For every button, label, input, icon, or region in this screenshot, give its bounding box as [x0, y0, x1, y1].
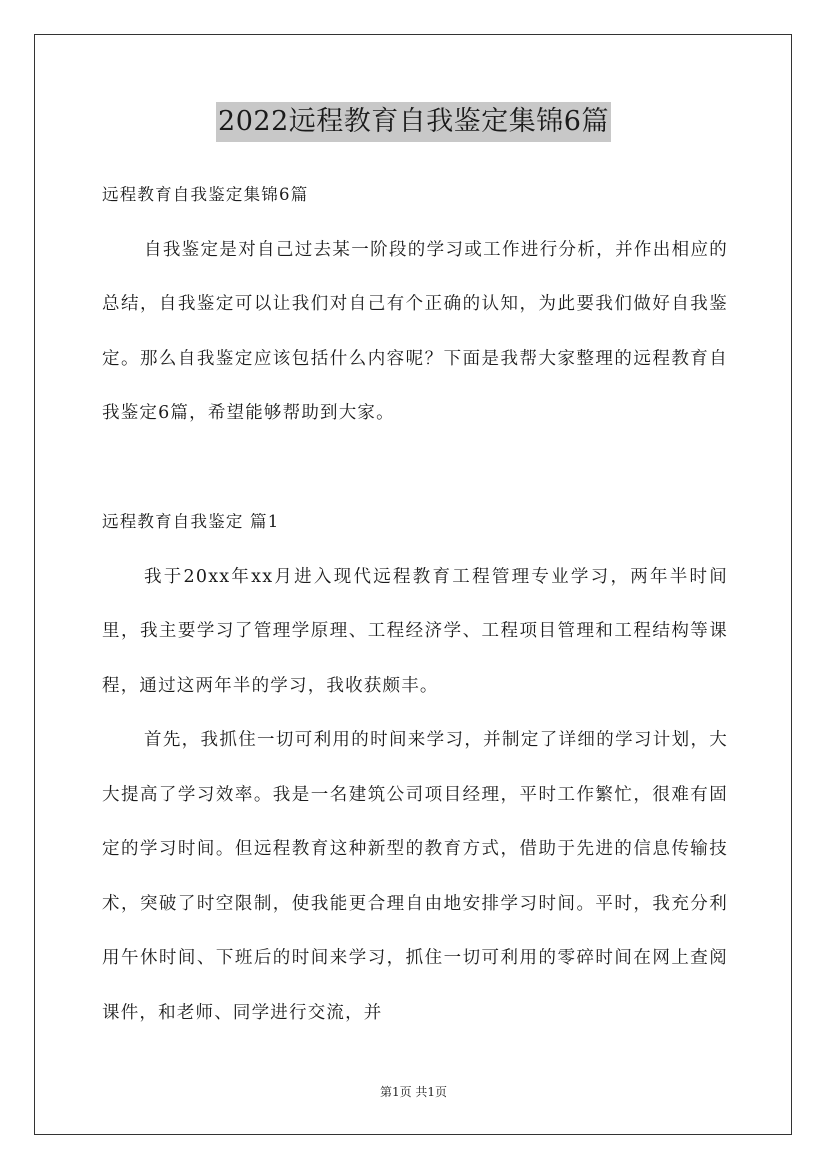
body-paragraph: 我于20xx年xx月进入现代远程教育工程管理专业学习，两年半时间里，我主要学习了管理学原理、工程经济学、工程项目管理和工程结构等课程，通过这两年半的学习，我收获颇丰。 — [102, 566, 728, 696]
body-paragraph: 首先，我抓住一切可利用的时间来学习，并制定了详细的学习计划，大大提高了学习效率。我是一名建筑公司项目经理，平时工作繁忙，很难有固定的学习时间。但远程教育这种新型的教育方式，借助于先进的信息传输技术，突破了时空限制，使我能更合理自由地安排学习时间。平时，我充分利用午休时间、下班后的时间来学习，抓住一切可利用的零碎时间在网上查阅课件，和老师、同学进行交流，并 — [102, 730, 728, 1023]
intro-paragraph: 自我鉴定是对自己过去某一阶段的学习或工作进行分析，并作出相应的总结，自我鉴定可以让我们对自己有个正确的认知，为此要我们做好自我鉴定。那么自我鉴定应该包括什么内容呢？下面是我帮大家整理的远程教育自我鉴定6篇，希望能够帮助到大家。 — [102, 239, 728, 423]
document-title: 2022远程教育自我鉴定集锦6篇 — [216, 102, 611, 142]
document-subtitle: 远程教育自我鉴定集锦6篇 — [102, 185, 309, 204]
title-container — [0, 102, 827, 142]
document-body — [102, 168, 728, 1040]
page-footer: 第1页 共1页 — [379, 1085, 448, 1099]
section-heading: 远程教育自我鉴定 篇1 — [102, 512, 280, 531]
section-spacer — [102, 441, 728, 496]
